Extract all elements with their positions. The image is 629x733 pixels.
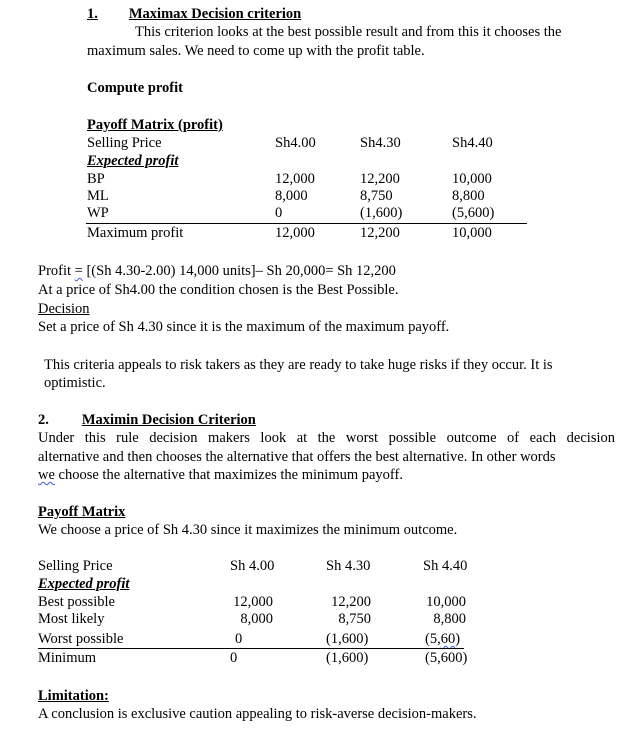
- table1-cell: (5,600): [452, 205, 495, 221]
- table1-price-3: Sh4.40: [452, 135, 493, 151]
- table1-price-1: Sh4.00: [275, 135, 316, 151]
- table1-header-label: Selling Price: [87, 135, 162, 151]
- note-line2: optimistic.: [44, 375, 106, 391]
- section1-intro-line1: This criterion looks at the best possible result and from this it chooses the: [135, 24, 562, 40]
- section2-para-line1: Under this rule decision makers look at the worst possible outcome of each decision: [38, 430, 615, 446]
- table1-cell: 0: [275, 205, 283, 221]
- table1-total-label: Maximum profit: [87, 225, 184, 241]
- section2-choice-text: We choose a price of Sh 4.30 since it maximizes the minimum outcome.: [38, 522, 458, 538]
- section2-table-title: Payoff Matrix: [38, 504, 126, 520]
- table1-total-cell: 10,000: [452, 225, 492, 241]
- table1-row-label: ML: [87, 188, 109, 204]
- decision-label: Decision: [38, 301, 90, 317]
- table2-total-cell: (5,600): [425, 650, 468, 666]
- table2-cell: 8,000: [240, 611, 273, 627]
- table2-row-label: Best possible: [38, 594, 115, 610]
- note-line1: This criteria appeals to risk takers as they are ready to take huge risks if they occur. It is: [44, 357, 553, 373]
- section2-para-line3: we choose the alternative that maximizes the minimum payoff.: [38, 467, 403, 483]
- table2-total-label: Minimum: [38, 650, 97, 666]
- table2-cell: (5,60): [425, 631, 461, 647]
- table2-subheader: Expected profit: [38, 576, 130, 592]
- section1-title: Maximax Decision criterion: [128, 6, 302, 22]
- table1-cell: (1,600): [360, 205, 403, 221]
- limitation-text: A conclusion is exclusive caution appealing to risk-averse decision-makers.: [38, 706, 477, 722]
- table2-cell: 8,800: [433, 611, 466, 627]
- table1-cell: 8,800: [452, 188, 485, 204]
- section2-title: Maximin Decision Criterion: [81, 412, 256, 428]
- section1-heading: [87, 6, 301, 23]
- table2-price-3: Sh 4.40: [423, 558, 468, 574]
- table2-row-label: Most likely: [38, 611, 105, 627]
- table2-cell: 10,000: [426, 594, 466, 610]
- profit-formula: Profit = [(Sh 4.30-2.00) 14,000 units]– Sh 20,000= Sh 12,200: [38, 263, 396, 279]
- table1-cell: 12,200: [360, 171, 400, 187]
- section1-intro-line2: maximum sales. We need to come up with the profit table.: [87, 43, 425, 59]
- table2-row-label: Worst possible: [38, 631, 124, 647]
- table1-price-2: Sh4.30: [360, 135, 401, 151]
- table2-total-rule: [38, 648, 464, 649]
- compute-profit-label: Compute profit: [87, 80, 183, 96]
- table1-row-label: WP: [87, 205, 109, 221]
- table2-cell: 0: [235, 631, 243, 647]
- decision-text: Set a price of Sh 4.30 since it is the maximum of the maximum payoff.: [38, 319, 450, 335]
- table1-total-rule: [86, 223, 527, 224]
- section2-para-line2: alternative and then chooses the alternative that offers the best alternative. In other words: [38, 449, 556, 465]
- table1-cell: 8,000: [275, 188, 308, 204]
- table1-cell: 12,000: [275, 171, 315, 187]
- section2-heading: [38, 412, 256, 429]
- table2-total-cell: 0: [230, 650, 238, 666]
- table1-row-label: BP: [87, 171, 105, 187]
- table1-total-cell: 12,000: [275, 225, 315, 241]
- table2-cell: 8,750: [338, 611, 371, 627]
- table2-cell: 12,000: [233, 594, 273, 610]
- spellcheck-mark: 60: [440, 631, 456, 647]
- section1-number: 1.: [87, 6, 98, 22]
- table1-title: Payoff Matrix (profit): [87, 117, 223, 133]
- table2-cell: (1,600): [326, 631, 369, 647]
- table1-total-cell: 12,200: [360, 225, 400, 241]
- table2-header-label: Selling Price: [38, 558, 113, 574]
- spellcheck-mark: =: [74, 263, 83, 279]
- table2-price-2: Sh 4.30: [326, 558, 371, 574]
- table1-subheader: Expected profit: [87, 153, 179, 169]
- spellcheck-mark: we: [38, 467, 55, 483]
- section2-number: 2.: [38, 412, 49, 428]
- table2-price-1: Sh 4.00: [230, 558, 275, 574]
- limitation-label: Limitation:: [38, 688, 109, 704]
- table2-cell: 12,200: [331, 594, 371, 610]
- table1-cell: 10,000: [452, 171, 492, 187]
- table1-cell: 8,750: [360, 188, 393, 204]
- condition-text: At a price of Sh4.00 the condition chosen is the Best Possible.: [38, 282, 399, 298]
- table2-total-cell: (1,600): [326, 650, 369, 666]
